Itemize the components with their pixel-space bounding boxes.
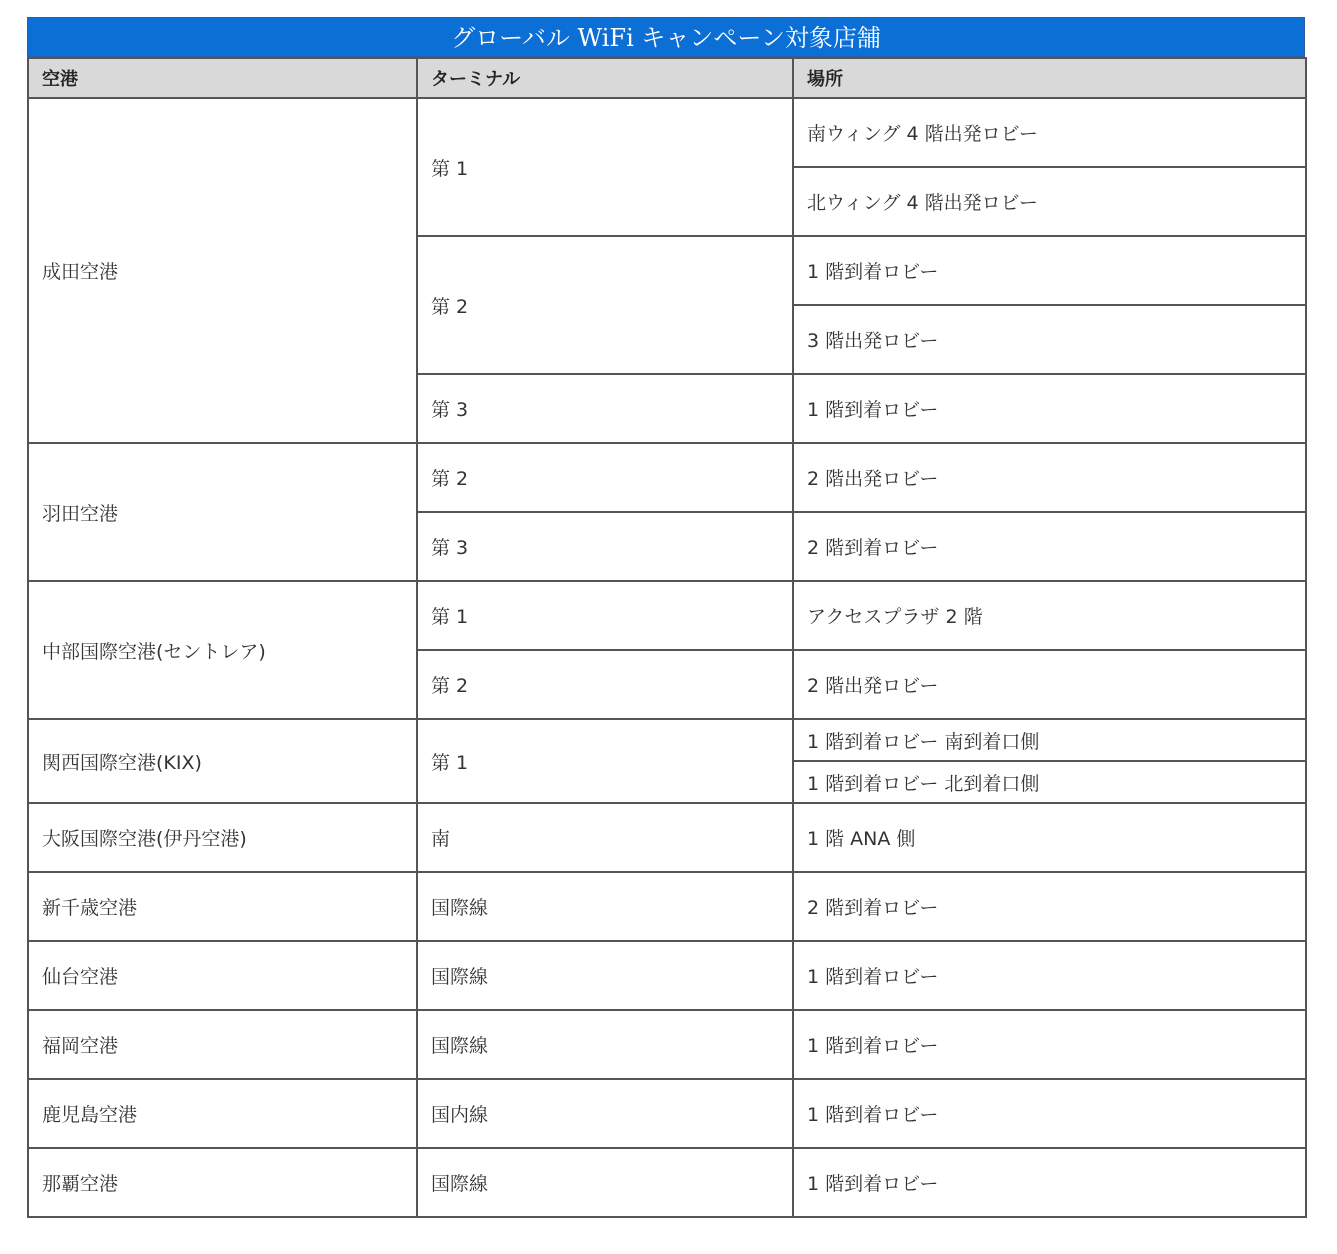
terminal-cell: 第 2 bbox=[417, 236, 793, 374]
table-row bbox=[28, 1148, 1306, 1217]
terminal-cell: 国際線 bbox=[417, 1148, 793, 1217]
airport-cell: 那覇空港 bbox=[28, 1148, 417, 1217]
table-row bbox=[28, 872, 1306, 941]
terminal-cell: 南 bbox=[417, 803, 793, 872]
location-cell: 3 階出発ロビー bbox=[793, 305, 1306, 374]
terminal-cell: 国際線 bbox=[417, 1010, 793, 1079]
location-cell: 2 階到着ロビー bbox=[793, 872, 1306, 941]
table-title: グローバル WiFi キャンペーン対象店舗 bbox=[27, 17, 1305, 57]
table-row bbox=[28, 1010, 1306, 1079]
location-cell: 2 階出発ロビー bbox=[793, 650, 1306, 719]
location-cell: 南ウィング 4 階出発ロビー bbox=[793, 98, 1306, 167]
terminal-cell: 国際線 bbox=[417, 872, 793, 941]
location-cell: アクセスプラザ 2 階 bbox=[793, 581, 1306, 650]
table-row bbox=[28, 98, 1306, 167]
table-row bbox=[28, 803, 1306, 872]
location-cell: 北ウィング 4 階出発ロビー bbox=[793, 167, 1306, 236]
airport-cell: 関西国際空港(KIX) bbox=[28, 719, 417, 803]
location-cell: 1 階到着ロビー bbox=[793, 1010, 1306, 1079]
terminal-cell: 国内線 bbox=[417, 1079, 793, 1148]
table-row bbox=[28, 443, 1306, 512]
location-cell: 1 階到着ロビー bbox=[793, 1148, 1306, 1217]
location-cell: 1 階到着ロビー bbox=[793, 374, 1306, 443]
table-row bbox=[28, 941, 1306, 1010]
location-cell: 1 階到着ロビー bbox=[793, 236, 1306, 305]
terminal-cell: 第 1 bbox=[417, 98, 793, 236]
campaign-store-table-container bbox=[27, 17, 1305, 1218]
table-row bbox=[28, 719, 1306, 761]
table-row bbox=[28, 581, 1306, 650]
terminal-cell: 国際線 bbox=[417, 941, 793, 1010]
table-row bbox=[28, 1079, 1306, 1148]
terminal-cell: 第 1 bbox=[417, 581, 793, 650]
header-terminal: ターミナル bbox=[417, 58, 793, 98]
airport-cell: 中部国際空港(セントレア) bbox=[28, 581, 417, 719]
header-airport: 空港 bbox=[28, 58, 417, 98]
airport-cell: 羽田空港 bbox=[28, 443, 417, 581]
location-cell: 1 階到着ロビー 南到着口側 bbox=[793, 719, 1306, 761]
airport-cell: 成田空港 bbox=[28, 98, 417, 443]
terminal-cell: 第 2 bbox=[417, 650, 793, 719]
campaign-store-table bbox=[27, 57, 1307, 1218]
terminal-cell: 第 3 bbox=[417, 512, 793, 581]
header-row bbox=[28, 58, 1306, 98]
airport-cell: 新千歳空港 bbox=[28, 872, 417, 941]
location-cell: 2 階出発ロビー bbox=[793, 443, 1306, 512]
airport-cell: 仙台空港 bbox=[28, 941, 417, 1010]
location-cell: 1 階到着ロビー 北到着口側 bbox=[793, 761, 1306, 803]
location-cell: 2 階到着ロビー bbox=[793, 512, 1306, 581]
header-location: 場所 bbox=[793, 58, 1306, 98]
airport-cell: 鹿児島空港 bbox=[28, 1079, 417, 1148]
terminal-cell: 第 2 bbox=[417, 443, 793, 512]
airport-cell: 大阪国際空港(伊丹空港) bbox=[28, 803, 417, 872]
airport-cell: 福岡空港 bbox=[28, 1010, 417, 1079]
location-cell: 1 階到着ロビー bbox=[793, 1079, 1306, 1148]
terminal-cell: 第 3 bbox=[417, 374, 793, 443]
terminal-cell: 第 1 bbox=[417, 719, 793, 803]
location-cell: 1 階 ANA 側 bbox=[793, 803, 1306, 872]
location-cell: 1 階到着ロビー bbox=[793, 941, 1306, 1010]
